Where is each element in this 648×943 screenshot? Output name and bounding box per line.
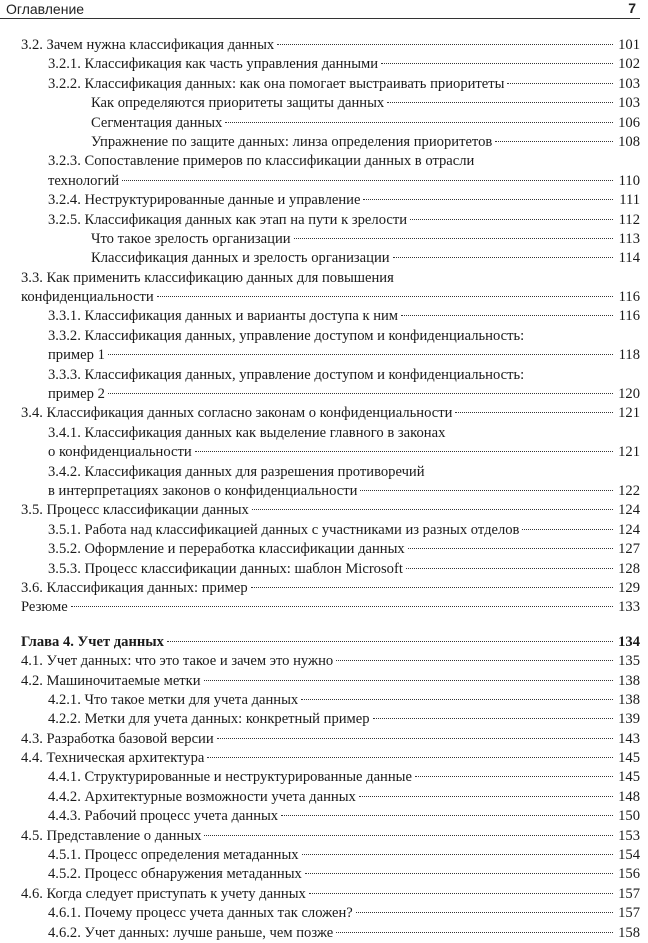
toc-entry-title: 4.2. Машиночитаемые метки [21, 672, 201, 689]
toc-entry-first-line: 3.3.3. Классификация данных, управление доступом и конфиденциальность: [48, 366, 525, 383]
toc-entry[interactable] [21, 672, 640, 691]
dot-leader [301, 699, 613, 700]
toc-entry[interactable] [48, 191, 640, 210]
toc-page-number: 111 [619, 192, 640, 209]
toc-entry-title: 4.4. Техническая архитектура [21, 750, 205, 767]
dot-leader [207, 757, 613, 758]
dot-leader [302, 854, 613, 855]
dot-leader [359, 796, 613, 797]
toc-page-number: 148 [618, 788, 640, 805]
table-of-contents [0, 36, 640, 943]
dot-leader [71, 606, 613, 607]
dot-leader [401, 315, 613, 316]
toc-entry-title: 4.5.2. Процесс обнаружения метаданных [48, 866, 302, 883]
dot-leader [277, 44, 613, 45]
toc-entry[interactable] [48, 846, 640, 865]
toc-page-number: 122 [618, 482, 640, 499]
toc-entry[interactable] [48, 211, 640, 230]
toc-entry[interactable] [48, 865, 640, 884]
dot-leader [356, 912, 613, 913]
toc-page-number: 121 [618, 444, 640, 461]
toc-entry-title: 4.5. Представление о данных [21, 827, 202, 844]
toc-page-number: 153 [618, 827, 640, 844]
dot-leader [225, 122, 613, 123]
toc-page-number: 157 [618, 885, 640, 902]
dot-leader [495, 141, 613, 142]
dot-leader [373, 718, 613, 719]
toc-entry[interactable] [48, 904, 640, 923]
dot-leader [108, 354, 613, 355]
dot-leader [410, 219, 613, 220]
dot-leader [393, 257, 613, 258]
dot-leader [336, 660, 613, 661]
toc-entry-title: Классификация данных и зрелость организации [91, 250, 390, 267]
toc-entry[interactable] [21, 730, 640, 749]
toc-entry-title: 4.3. Разработка базовой версии [21, 730, 214, 747]
toc-entry[interactable] [48, 788, 640, 807]
toc-entry[interactable] [48, 710, 640, 729]
toc-entry[interactable] [21, 579, 640, 598]
toc-page-number: 138 [618, 672, 640, 689]
dot-leader [252, 509, 613, 510]
dot-leader [522, 529, 613, 530]
toc-entry[interactable] [91, 249, 640, 268]
toc-entry-title: 4.1. Учет данных: что это такое и зачем это нужно [21, 653, 334, 670]
toc-page-number: 145 [618, 750, 640, 767]
toc-page-number: 133 [618, 599, 640, 616]
toc-entry[interactable] [21, 404, 640, 423]
toc-page-number: 106 [618, 114, 640, 131]
toc-page-number: 143 [618, 730, 640, 747]
toc-page-number: 113 [618, 230, 640, 247]
toc-chapter-entry[interactable] [21, 633, 640, 652]
toc-entry[interactable] [48, 482, 640, 501]
toc-page-number: 102 [618, 56, 640, 73]
toc-page-number: 101 [618, 37, 640, 53]
toc-page-number: 135 [618, 653, 640, 670]
toc-page-number: 139 [618, 711, 640, 728]
dot-leader [507, 83, 613, 84]
toc-entry[interactable] [48, 385, 640, 404]
toc-entry[interactable] [48, 346, 640, 365]
toc-entry[interactable] [91, 230, 640, 249]
toc-entry[interactable] [48, 55, 640, 74]
toc-entry-title: Резюме [21, 599, 68, 616]
toc-entry-title: пример 2 [48, 386, 105, 403]
toc-entry-title: 3.3.1. Классификация данных и варианты доступа к ним [48, 308, 399, 325]
toc-entry[interactable] [48, 924, 640, 943]
toc-entry[interactable] [48, 521, 640, 540]
toc-page-number: 145 [618, 769, 640, 786]
toc-page-number: 124 [618, 521, 640, 538]
toc-page-number: 116 [618, 289, 640, 306]
toc-page-number: 138 [618, 691, 640, 708]
dot-leader [157, 296, 613, 297]
dot-leader [195, 451, 613, 452]
running-header [0, 0, 640, 19]
toc-entry[interactable] [48, 807, 640, 826]
toc-entry-title: 4.2.2. Метки для учета данных: конкретный пример [48, 711, 370, 728]
page-number: 7 [628, 0, 636, 16]
toc-entry[interactable] [48, 540, 640, 559]
toc-entry[interactable] [48, 75, 640, 94]
dot-leader [415, 776, 613, 777]
toc-entry[interactable] [21, 652, 640, 671]
dot-leader [281, 815, 613, 816]
toc-entry[interactable] [21, 598, 640, 617]
toc-entry-title: 3.6. Классификация данных: пример [21, 579, 248, 596]
toc-entry-title: 3.2.1. Классификация как часть управления данными [48, 56, 379, 73]
toc-page-number: 103 [618, 75, 640, 92]
toc-entry[interactable] [21, 36, 640, 55]
toc-page-number: 116 [618, 308, 640, 325]
dot-leader [381, 63, 613, 64]
toc-page-number: 150 [618, 808, 640, 825]
toc-entry-title: 3.2.2. Классификация данных: как она помогает выстраивать приоритеты [48, 75, 505, 92]
toc-entry-title: о конфиденциальности [48, 444, 192, 461]
dot-leader [294, 238, 613, 239]
toc-entry-title: Как определяются приоритеты защиты данных [91, 95, 385, 112]
toc-entry-title: 4.4.3. Рабочий процесс учета данных [48, 808, 279, 825]
toc-entry-title: Что такое зрелость организации [91, 230, 291, 247]
toc-page-number: 156 [618, 866, 640, 883]
toc-page-number: 121 [618, 405, 640, 422]
toc-page-number: 129 [618, 579, 640, 596]
dot-leader [204, 835, 613, 836]
toc-entry[interactable] [21, 827, 640, 846]
dot-leader [336, 932, 613, 933]
toc-page-number: 114 [618, 250, 640, 267]
dot-leader [167, 641, 613, 642]
toc-entry-title: в интерпретациях законов о конфиденциальности [48, 482, 358, 499]
toc-page-number: 118 [618, 347, 640, 364]
toc-entry[interactable] [48, 172, 640, 191]
toc-entry[interactable] [91, 133, 640, 152]
toc-entry-title: Упражнение по защите данных: линза определения приоритетов [91, 133, 493, 150]
dot-leader [455, 412, 613, 413]
toc-entry-title: 4.6.1. Почему процесс учета данных так сложен? [48, 905, 353, 922]
toc-entry-first-line: 3.2.3. Сопоставление примеров по классификации данных в отрасли [48, 153, 475, 170]
toc-page-number: 134 [618, 633, 640, 650]
toc-entry-title: 3.5.1. Работа над классификацией данных с участниками из разных отделов [48, 521, 520, 538]
toc-entry-title: 3.2.5. Классификация данных как этап на пути к зрелости [48, 211, 408, 228]
toc-entry-first-line: 3.4.1. Классификация данных как выделение главного в законах [48, 424, 446, 441]
toc-entry-title: 3.5.2. Оформление и переработка классификации данных [48, 541, 405, 558]
toc-page-number: 108 [618, 133, 640, 150]
toc-entry-first-line: 3.3. Как применить классификацию данных для повышения [21, 269, 394, 286]
toc-page-number: 154 [618, 847, 640, 864]
toc-entry[interactable] [21, 501, 640, 520]
toc-entry-title: Глава 4. Учет данных [21, 633, 164, 650]
toc-entry[interactable] [48, 443, 640, 462]
dot-leader [363, 199, 613, 200]
toc-entry[interactable] [48, 691, 640, 710]
toc-entry-title: 4.6. Когда следует приступать к учету данных [21, 885, 306, 902]
toc-entry-title: технологий [48, 172, 120, 189]
toc-entry-title: 4.4.2. Архитектурные возможности учета данных [48, 788, 356, 805]
dot-leader [251, 587, 613, 588]
toc-entry-first-line: 3.3.2. Классификация данных, управление доступом и конфиденциальность: [48, 327, 525, 344]
toc-page-number: 128 [618, 560, 640, 577]
toc-entry-title: 4.2.1. Что такое метки для учета данных [48, 691, 299, 708]
toc-entry[interactable] [91, 114, 640, 133]
dot-leader [217, 738, 613, 739]
toc-page-number: 124 [618, 502, 640, 519]
toc-entry-title: 3.4. Классификация данных согласно законам о конфиденциальности [21, 405, 453, 422]
chapter-gap [0, 618, 640, 633]
dot-leader [305, 873, 613, 874]
toc-entry[interactable] [21, 885, 640, 904]
toc-entry[interactable] [21, 749, 640, 768]
toc-entry-title: 3.2.4. Неструктурированные данные и управление [48, 192, 361, 209]
toc-entry-title: 3.5.3. Процесс классификации данных: шаблон Microsoft [48, 560, 403, 577]
toc-entry[interactable] [91, 94, 640, 113]
dot-leader [122, 180, 613, 181]
toc-entry-title: конфиденциальности [21, 289, 154, 306]
toc-entry-first-line: 3.4.2. Классификация данных для разрешения противоречий [48, 463, 425, 480]
toc-entry-title: Сегментация данных [91, 114, 223, 131]
toc-page-number: 127 [618, 541, 640, 558]
dot-leader [309, 893, 613, 894]
toc-page-number: 103 [618, 95, 640, 112]
dot-leader [406, 568, 613, 569]
toc-page-number: 157 [618, 905, 640, 922]
toc-entry-title: 3.2. Зачем нужна классификация данных [21, 37, 275, 53]
dot-leader [108, 393, 613, 394]
running-header-title: Оглавление [6, 1, 85, 17]
dot-leader [408, 548, 613, 549]
toc-entry-title: 4.4.1. Структурированные и неструктурированные данные [48, 769, 412, 786]
toc-page-number: 112 [618, 211, 640, 228]
toc-page-number: 120 [618, 386, 640, 403]
toc-entry-title: 3.5. Процесс классификации данных [21, 502, 249, 519]
toc-entry-title: 4.6.2. Учет данных: лучше раньше, чем позже [48, 924, 334, 941]
toc-entry[interactable] [48, 307, 640, 326]
toc-entry-title: пример 1 [48, 347, 105, 364]
dot-leader [204, 680, 613, 681]
toc-entry[interactable] [21, 288, 640, 307]
dot-leader [360, 490, 613, 491]
dot-leader [387, 102, 613, 103]
toc-page-number: 158 [618, 924, 640, 941]
toc-entry[interactable] [48, 560, 640, 579]
toc-entry-title: 4.5.1. Процесс определения метаданных [48, 847, 299, 864]
toc-page-number: 110 [618, 172, 640, 189]
toc-entry[interactable] [48, 768, 640, 787]
